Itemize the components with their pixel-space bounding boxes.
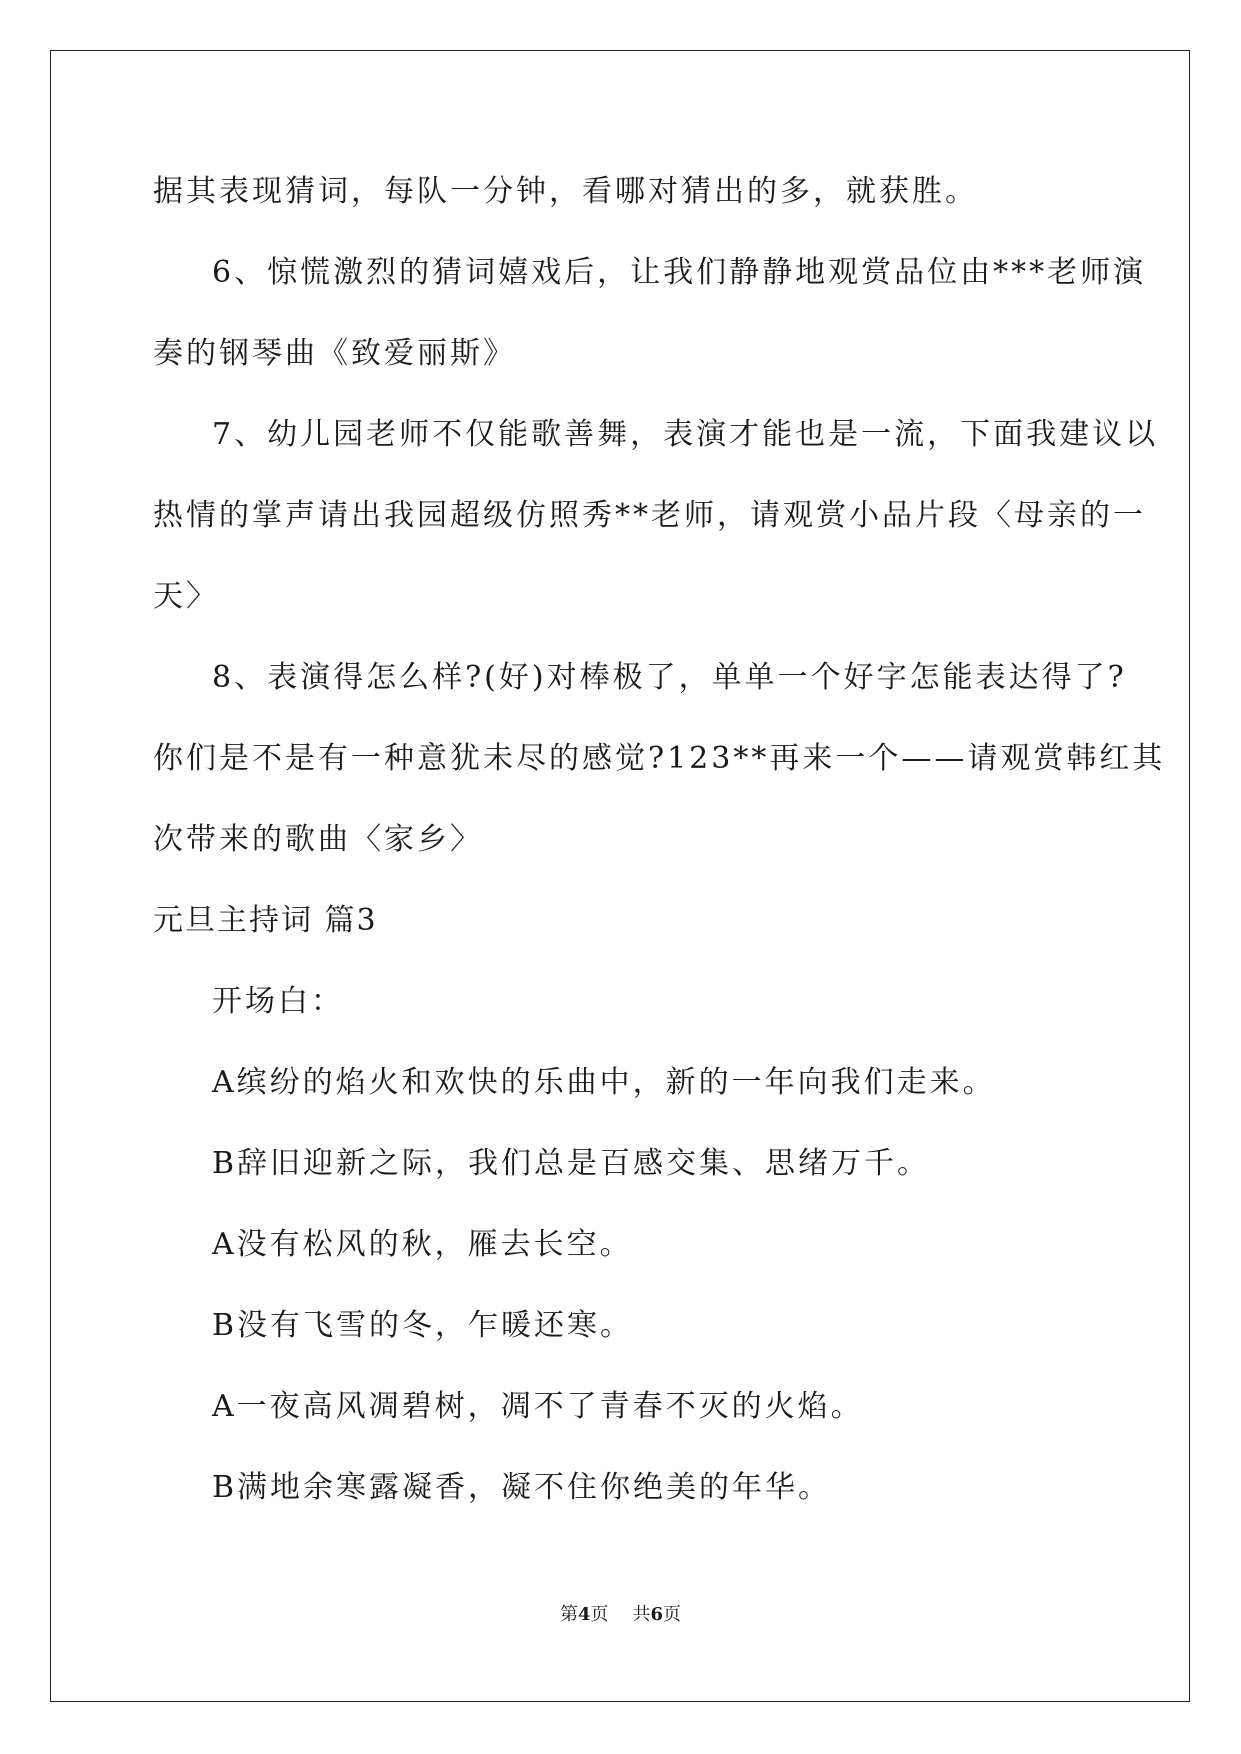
- body-line: 你们是不是有一种意犹未尽的感觉?123**再来一个——请观赏韩红其: [153, 741, 1166, 776]
- paragraph: 开场白：: [212, 984, 344, 1019]
- body-line: 8、表演得怎么样?(好)对棒极了，单单一个好字怎能表达得了?: [212, 660, 1127, 695]
- footer-prefix: 第: [559, 1604, 578, 1625]
- paragraph: A一夜高风凋碧树，凋不了青春不灭的火焰。: [212, 1389, 864, 1424]
- current-page-number: 4: [577, 1604, 591, 1625]
- footer-total-suffix: 页: [663, 1604, 682, 1625]
- paragraph: A缤纷的焰火和欢快的乐曲中，新的一年向我们走来。: [212, 1065, 996, 1100]
- paragraph: A没有松风的秋，雁去长空。: [212, 1227, 633, 1262]
- body-line: 奏的钢琴曲《致爱丽斯》: [153, 336, 516, 371]
- body-line: 据其表现猜词，每队一分钟，看哪对猜出的多，就获胜。: [153, 174, 978, 209]
- footer-total-prefix: 共: [632, 1604, 651, 1625]
- body-line: 6、惊慌激烈的猜词嬉戏后，让我们静静地观赏品位由***老师演: [212, 255, 1147, 290]
- body-line: 次带来的歌曲〈家乡〉: [153, 822, 483, 857]
- footer-page-word: 页: [590, 1604, 609, 1625]
- paragraph: B没有飞雪的冬，乍暖还寒。: [212, 1308, 634, 1343]
- body-line: 天〉: [153, 579, 219, 614]
- paragraph: B辞旧迎新之际，我们总是百感交集、思绪万千。: [212, 1146, 931, 1181]
- body-line: 7、幼儿园老师不仅能歌善舞，表演才能也是一流，下面我建议以: [212, 417, 1159, 452]
- page-frame: [50, 50, 1190, 1702]
- section-title: 元旦主持词 篇3: [153, 903, 378, 938]
- body-line: 热情的掌声请出我园超级仿照秀**老师，请观赏小品片段〈母亲的一: [153, 498, 1146, 533]
- paragraph: B满地余寒露凝香，凝不住你绝美的年华。: [212, 1470, 832, 1505]
- page-footer: [0, 1603, 1241, 1627]
- total-pages-number: 6: [650, 1604, 664, 1625]
